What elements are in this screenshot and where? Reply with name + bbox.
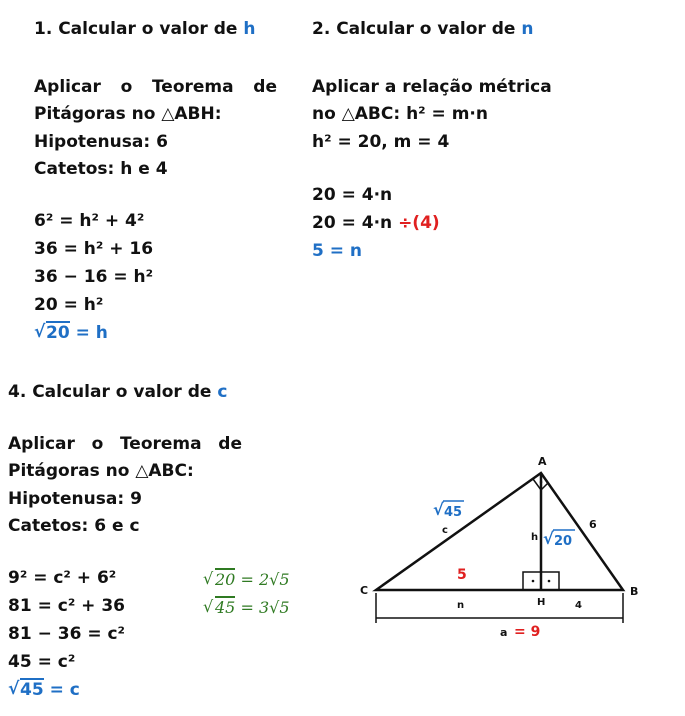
section1-step-1: 6² = h² + 4²	[34, 211, 145, 231]
section4-result: √ 45 = c	[8, 679, 80, 701]
svg-text:√: √	[433, 500, 444, 519]
right-angle-a-dot	[540, 481, 543, 484]
right-angle-h-dot-right	[548, 580, 551, 583]
section2-title: 2. Calcular o valor de n	[312, 19, 534, 39]
sqrt-symbol: √ 20	[34, 322, 70, 344]
section1-intro-line2: Pitágoras no △ABH:	[34, 104, 222, 124]
section1-title: 1. Calcular o valor de h	[34, 19, 256, 39]
right-angle-h-dot-left	[532, 580, 535, 583]
section4-title: 4. Calcular o valor de c	[8, 382, 228, 402]
section1-intro-line1: Aplicar o Teorema de	[34, 77, 277, 97]
division-note: ÷(4)	[398, 213, 440, 233]
foot-h: H	[537, 597, 546, 608]
section1-legs: Catetos: h e 4	[34, 159, 168, 179]
vertex-b: B	[630, 585, 639, 598]
label-c: c	[442, 525, 448, 536]
section1-result: √ 20 = h	[34, 322, 108, 344]
section2-given: h² = 20, m = 4	[312, 132, 450, 152]
vertex-c: C	[360, 584, 369, 597]
label-h: h	[531, 532, 539, 543]
label-n: n	[457, 600, 465, 611]
section1-step-2: 36 = h² + 16	[34, 239, 154, 259]
section4-legs: Catetos: 6 e c	[8, 516, 140, 536]
label-4: 4	[575, 600, 582, 611]
section1-step-4: 20 = h²	[34, 295, 104, 315]
section2-intro-line2: no △ABC: h² = m·n	[312, 104, 488, 124]
section2-result: 5 = n	[312, 241, 363, 261]
section4-step-1: 9² = c² + 6²	[8, 568, 117, 588]
simplify-sqrt45: √ 45 = 3√5	[203, 597, 290, 619]
label-a-value: = 9	[514, 624, 541, 640]
section1-step-3: 36 − 16 = h²	[34, 267, 154, 287]
label-5: 5	[457, 567, 467, 583]
section1-hypotenuse: Hipotenusa: 6	[34, 132, 168, 152]
section4-title-var: c	[217, 382, 228, 402]
svg-text:20: 20	[554, 534, 573, 549]
section4-hypotenuse: Hipotenusa: 9	[8, 489, 142, 509]
svg-text:√: √	[543, 529, 554, 548]
svg-text:45: 45	[444, 505, 463, 520]
simplify-sqrt20: √ 20 = 2√5	[203, 569, 290, 591]
label-sqrt20	[543, 529, 575, 549]
vertex-a: A	[538, 455, 547, 468]
triangle-diagram	[350, 448, 670, 698]
label-a: a	[500, 626, 508, 639]
label-6: 6	[589, 518, 597, 531]
section4-intro-line2: Pitágoras no △ABC:	[8, 461, 194, 481]
section4-step-2: 81 = c² + 36	[8, 596, 125, 616]
section2-step-1: 20 = 4·n	[312, 185, 393, 205]
section2-title-var: n	[521, 19, 534, 39]
section1-title-var: h	[243, 19, 256, 39]
sqrt-symbol: √ 45	[8, 679, 44, 701]
section4-step-4: 45 = c²	[8, 652, 76, 672]
label-sqrt45	[433, 500, 464, 520]
section2-intro-line1: Aplicar a relação métrica	[312, 77, 552, 97]
section2-step-2: 20 = 4·n ÷(4)	[312, 213, 440, 233]
section4-step-3: 81 − 36 = c²	[8, 624, 125, 644]
section4-intro-line1: Aplicar o Teorema de	[8, 434, 242, 454]
sqrt-symbol: √ 20	[203, 569, 235, 591]
triangle-abc	[376, 473, 623, 590]
sqrt-symbol: √ 45	[203, 597, 235, 619]
